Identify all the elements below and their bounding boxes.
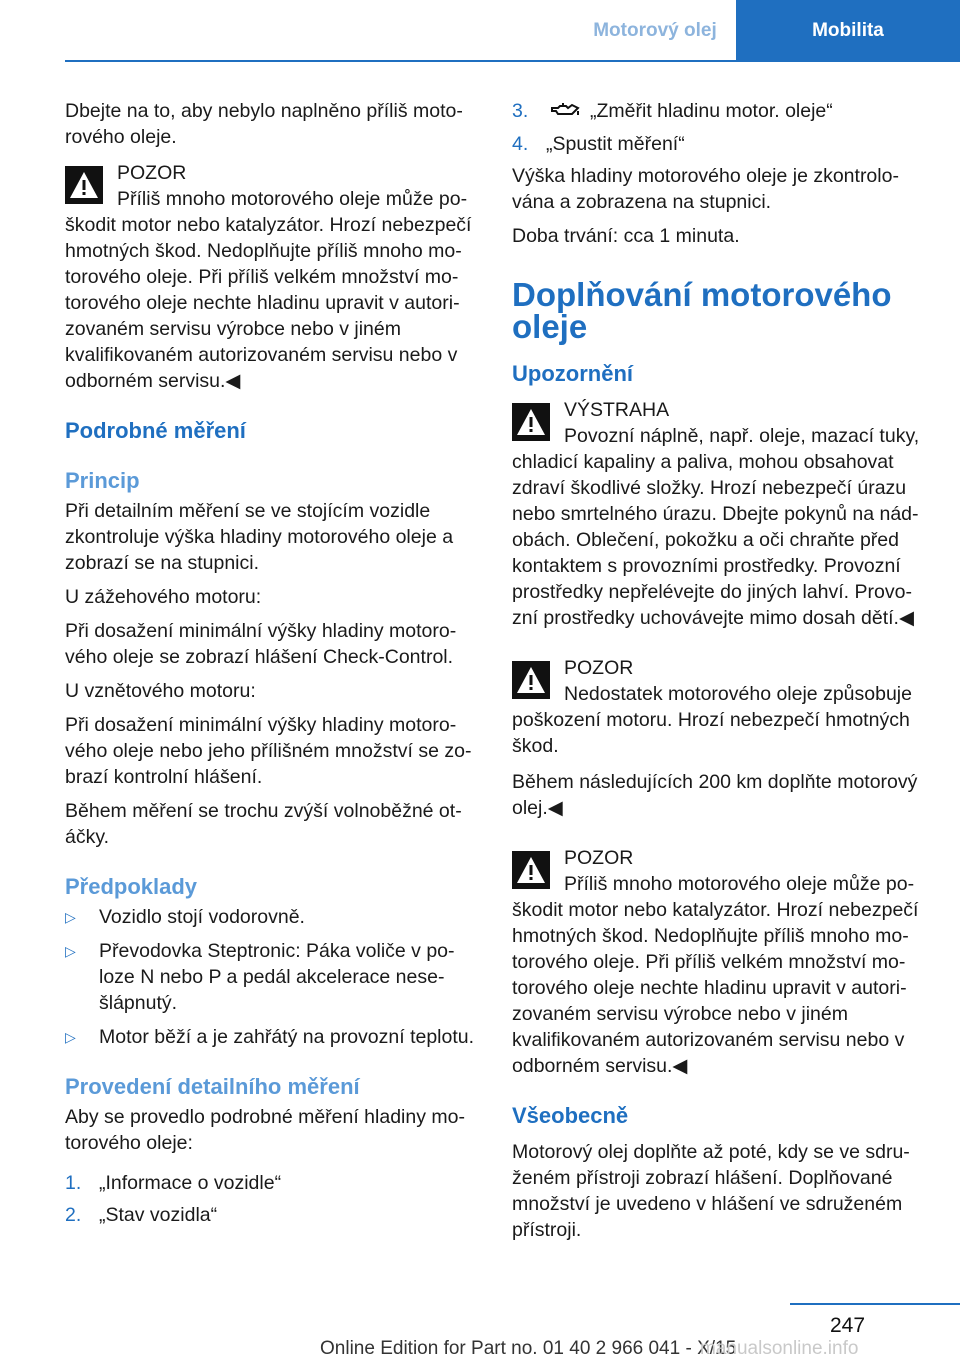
warning-box	[65, 160, 479, 394]
paragraph: Motorový olej doplňte až poté, kdy se ve sdruženém přístroji zobrazí hlášení. Doplňované množství je uvedeno v hlášení ve sdruženém přístroji.	[512, 1140, 910, 1241]
edition-note: Online Edition for Part no. 01 40 2 966 041 - X/15	[320, 1338, 737, 1359]
header-chapter	[736, 0, 960, 62]
warning-icon	[65, 166, 103, 204]
warning-title: VÝSTRAHA	[564, 398, 670, 421]
warning-icon	[512, 851, 550, 889]
paragraph: Při dosažení minimální výšky hladiny motorového oleje se zobrazí hlášení Check-Control.	[65, 620, 457, 668]
step-text: „Stav vozidla“	[99, 1204, 218, 1226]
step-item	[65, 1202, 479, 1228]
header-rule	[65, 60, 736, 62]
step-number: 4.	[512, 132, 529, 155]
warning-text: Nedostatek motorového oleje způsobuje poškození motoru. Hrozí nebezpečí hmotných škod.	[512, 682, 912, 757]
step-text: „Spustit měření“	[546, 132, 685, 155]
warning-title: POZOR	[564, 846, 634, 869]
step-item	[512, 98, 926, 125]
triangle-bullet-icon: ▷	[65, 909, 76, 925]
paragraph: U zážehového motoru:	[65, 586, 262, 608]
heading-doplnovani: Doplňování motorového oleje	[512, 275, 892, 345]
paragraph: Výška hladiny motorového oleje je zkontrolována a zobrazena na stupnici.	[512, 164, 899, 213]
paragraph: Při detailním měření se ve stojícím vozidle zkontroluje výška hladiny motorového oleje a zobrazí se na stupnici.	[65, 500, 454, 574]
oil-can-icon	[550, 99, 580, 125]
warning-icon	[512, 661, 550, 699]
right-column	[512, 98, 926, 1251]
paragraph: Během následujících 200 km doplňte motorový olej.◀	[512, 770, 918, 819]
heading-upozorneni: Upozornění	[512, 360, 633, 386]
triangle-bullet-icon: ▷	[65, 1029, 76, 1045]
watermark: manualsonline.info	[700, 1338, 859, 1359]
paragraph: Doba trvání: cca 1 minuta.	[512, 224, 740, 247]
header-section	[574, 0, 736, 62]
warning-box	[512, 655, 926, 759]
paragraph: Při dosažení minimální výšky hladiny motorového oleje nebo jeho přílišném množství se zobrazí kontrolní hlášení.	[65, 714, 472, 788]
paragraph: Aby se provedlo podrobné měření hladiny motorového oleje:	[65, 1106, 465, 1154]
page-number: 247	[830, 1314, 866, 1337]
heading-vseobecne: Všeobecně	[512, 1102, 629, 1128]
step-number: 1.	[65, 1172, 82, 1194]
list-item-text: Vozidlo stojí vodorovně.	[99, 906, 305, 928]
warning-icon	[512, 403, 550, 441]
step-text: „Informace o vozidle“	[99, 1172, 282, 1194]
heading-provedeni: Provedení detailního měření	[65, 1074, 360, 1099]
step-item	[65, 1170, 479, 1196]
triangle-bullet-icon: ▷	[65, 943, 76, 959]
header-chapter-label: Mobilita	[812, 20, 884, 41]
warning-box	[512, 845, 926, 1079]
step-number: 3.	[512, 100, 529, 122]
list-item-text: Převodovka Steptronic: Páka voliče v poloze N nebo P a pedál akcelerace nesešlápnutý.	[99, 940, 455, 1014]
list-item	[65, 938, 479, 1016]
step-text: „Změřit hladinu motor. oleje“	[590, 100, 833, 122]
heading-princip: Princip	[65, 468, 140, 493]
left-column	[65, 98, 479, 1234]
warning-title: POZOR	[117, 162, 187, 184]
list-item	[65, 1024, 479, 1050]
step-number: 2.	[65, 1204, 82, 1226]
footer-rule	[790, 1303, 960, 1305]
warning-text: Povozní náplně, např. oleje, mazací tuky, chladicí kapaliny a paliva, mohou obsahovat zdraví škodlivé složky. Hrozí nebezpečí úrazu nebo smrtelného úrazu. Dbejte pokynů na nádobách. Oblečení, pokožku a oči chraňte před kontaktem s provozními prostředky. Provozní prostředky nepřelévejte do jiných lahví. Provozní prostředky uchovávejte mimo dosah dětí.◀	[512, 424, 920, 629]
step-item	[512, 131, 926, 157]
heading-detail: Podrobné měření	[65, 418, 246, 443]
list-item	[65, 904, 479, 930]
intro-paragraph: Dbejte na to, aby nebylo naplněno příliš motorového oleje.	[65, 100, 463, 148]
heading-predpoklady: Předpoklady	[65, 874, 198, 899]
warning-title: POZOR	[564, 656, 634, 679]
warning-text: Příliš mnoho motorového oleje může poškodit motor nebo katalyzátor. Hrozí nebezpečí hmotných škod. Nedoplňujte příliš mnoho motorového oleje. Při příliš velkém množství motorového oleje nechte hladinu upravit v autorizovaném servisu výrobce nebo v jiném kvalifikovaném autorizovaném servisu nebo v odborném servisu.◀	[65, 188, 472, 392]
paragraph: Během měření se trochu zvýší volnoběžné otáčky.	[65, 800, 462, 848]
paragraph: U vznětového motoru:	[65, 680, 256, 702]
warning-text: Příliš mnoho motorového oleje může poškodit motor nebo katalyzátor. Hrozí nebezpečí hmotných škod. Nedoplňujte příliš mnoho motorového oleje. Při příliš velkém množství motorového oleje nechte hladinu upravit v autorizovaném servisu výrobce nebo v jiném kvalifikovaném autorizovaném servisu nebo v odborném servisu.◀	[512, 872, 919, 1077]
list-item-text: Motor běží a je zahřátý na provozní teplotu.	[99, 1026, 475, 1048]
warning-box	[512, 397, 926, 631]
header-section-label: Motorový olej	[593, 20, 717, 41]
